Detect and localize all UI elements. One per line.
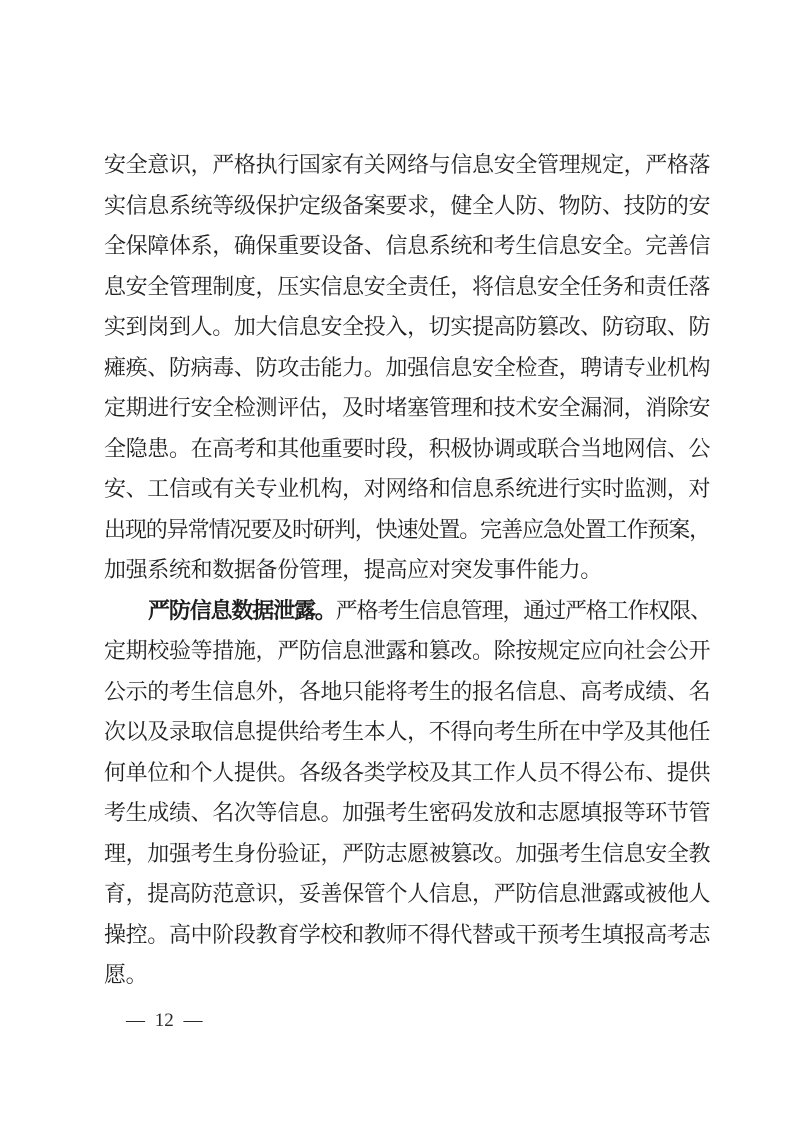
page-footer xyxy=(126,1008,203,1034)
page-number: — 12 — xyxy=(126,1010,203,1031)
text-line: 全隐患。在高考和其他重要时段，积极协调或联合当地网信、公 xyxy=(104,435,711,461)
text-line xyxy=(104,591,710,632)
text-line: 考生成绩、名次等信息。加强考生密码发放和志愿填报等环节管 xyxy=(104,800,711,825)
text-line: 安、工信或有关专业机构，对网络和信息系统进行实时监测，对 xyxy=(104,476,711,501)
line-text: 严格考生信息管理，通过严格工作权限、 xyxy=(335,597,711,623)
text-line: 全保障体系，确保重要设备、信息系统和考生信息安全。完善信 xyxy=(104,233,711,258)
text-line: 育，提高防范意识，妥善保管个人信息，严防信息泄露或被他人 xyxy=(104,881,711,906)
text-line: 定期进行安全检测评估，及时堵塞管理和技术安全漏洞，消除安 xyxy=(104,395,711,420)
text-line: 次以及录取信息提供给考生本人，不得向考生所在中学及其他任 xyxy=(104,719,711,744)
bold-lead: 严防信息数据泄露。 xyxy=(148,597,336,623)
text-line: 公示的考生信息外，各地只能将考生的报名信息、高考成绩、名 xyxy=(104,678,711,704)
text-line: 何单位和个人提供。各级各类学校及其工作人员不得公布、提供 xyxy=(104,759,711,785)
text-line: 息安全管理制度，压实信息安全责任，将信息安全任务和责任落 xyxy=(104,273,711,299)
text-line: 瘫痪、防病毒、防攻击能力。加强信息安全检查，聘请专业机构 xyxy=(104,354,711,380)
text-line: 愿。 xyxy=(104,962,148,987)
text-line: 定期校验等措施，严防信息泄露和篡改。除按规定应向社会公开 xyxy=(104,638,711,663)
text-line: 操控。高中阶段教育学校和教师不得代替或干预考生填报高考志 xyxy=(104,921,711,947)
body-text xyxy=(104,145,710,996)
text-line: 实到岗到人。加大信息安全投入，切实提高防篡改、防窃取、防 xyxy=(104,314,711,339)
text-line: 出现的异常情况要及时研判，快速处置。完善应急处置工作预案， xyxy=(104,516,710,542)
text-line: 理，加强考生身份验证，严防志愿被篡改。加强考生信息安全教 xyxy=(104,840,711,866)
text-line: 实信息系统等级保护定级备案要求，健全人防、物防、技防的安 xyxy=(104,192,711,218)
text-line: 加强系统和数据备份管理，提高应对突发事件能力。 xyxy=(104,557,602,582)
text-line: 安全意识，严格执行国家有关网络与信息安全管理规定，严格落 xyxy=(104,152,711,177)
